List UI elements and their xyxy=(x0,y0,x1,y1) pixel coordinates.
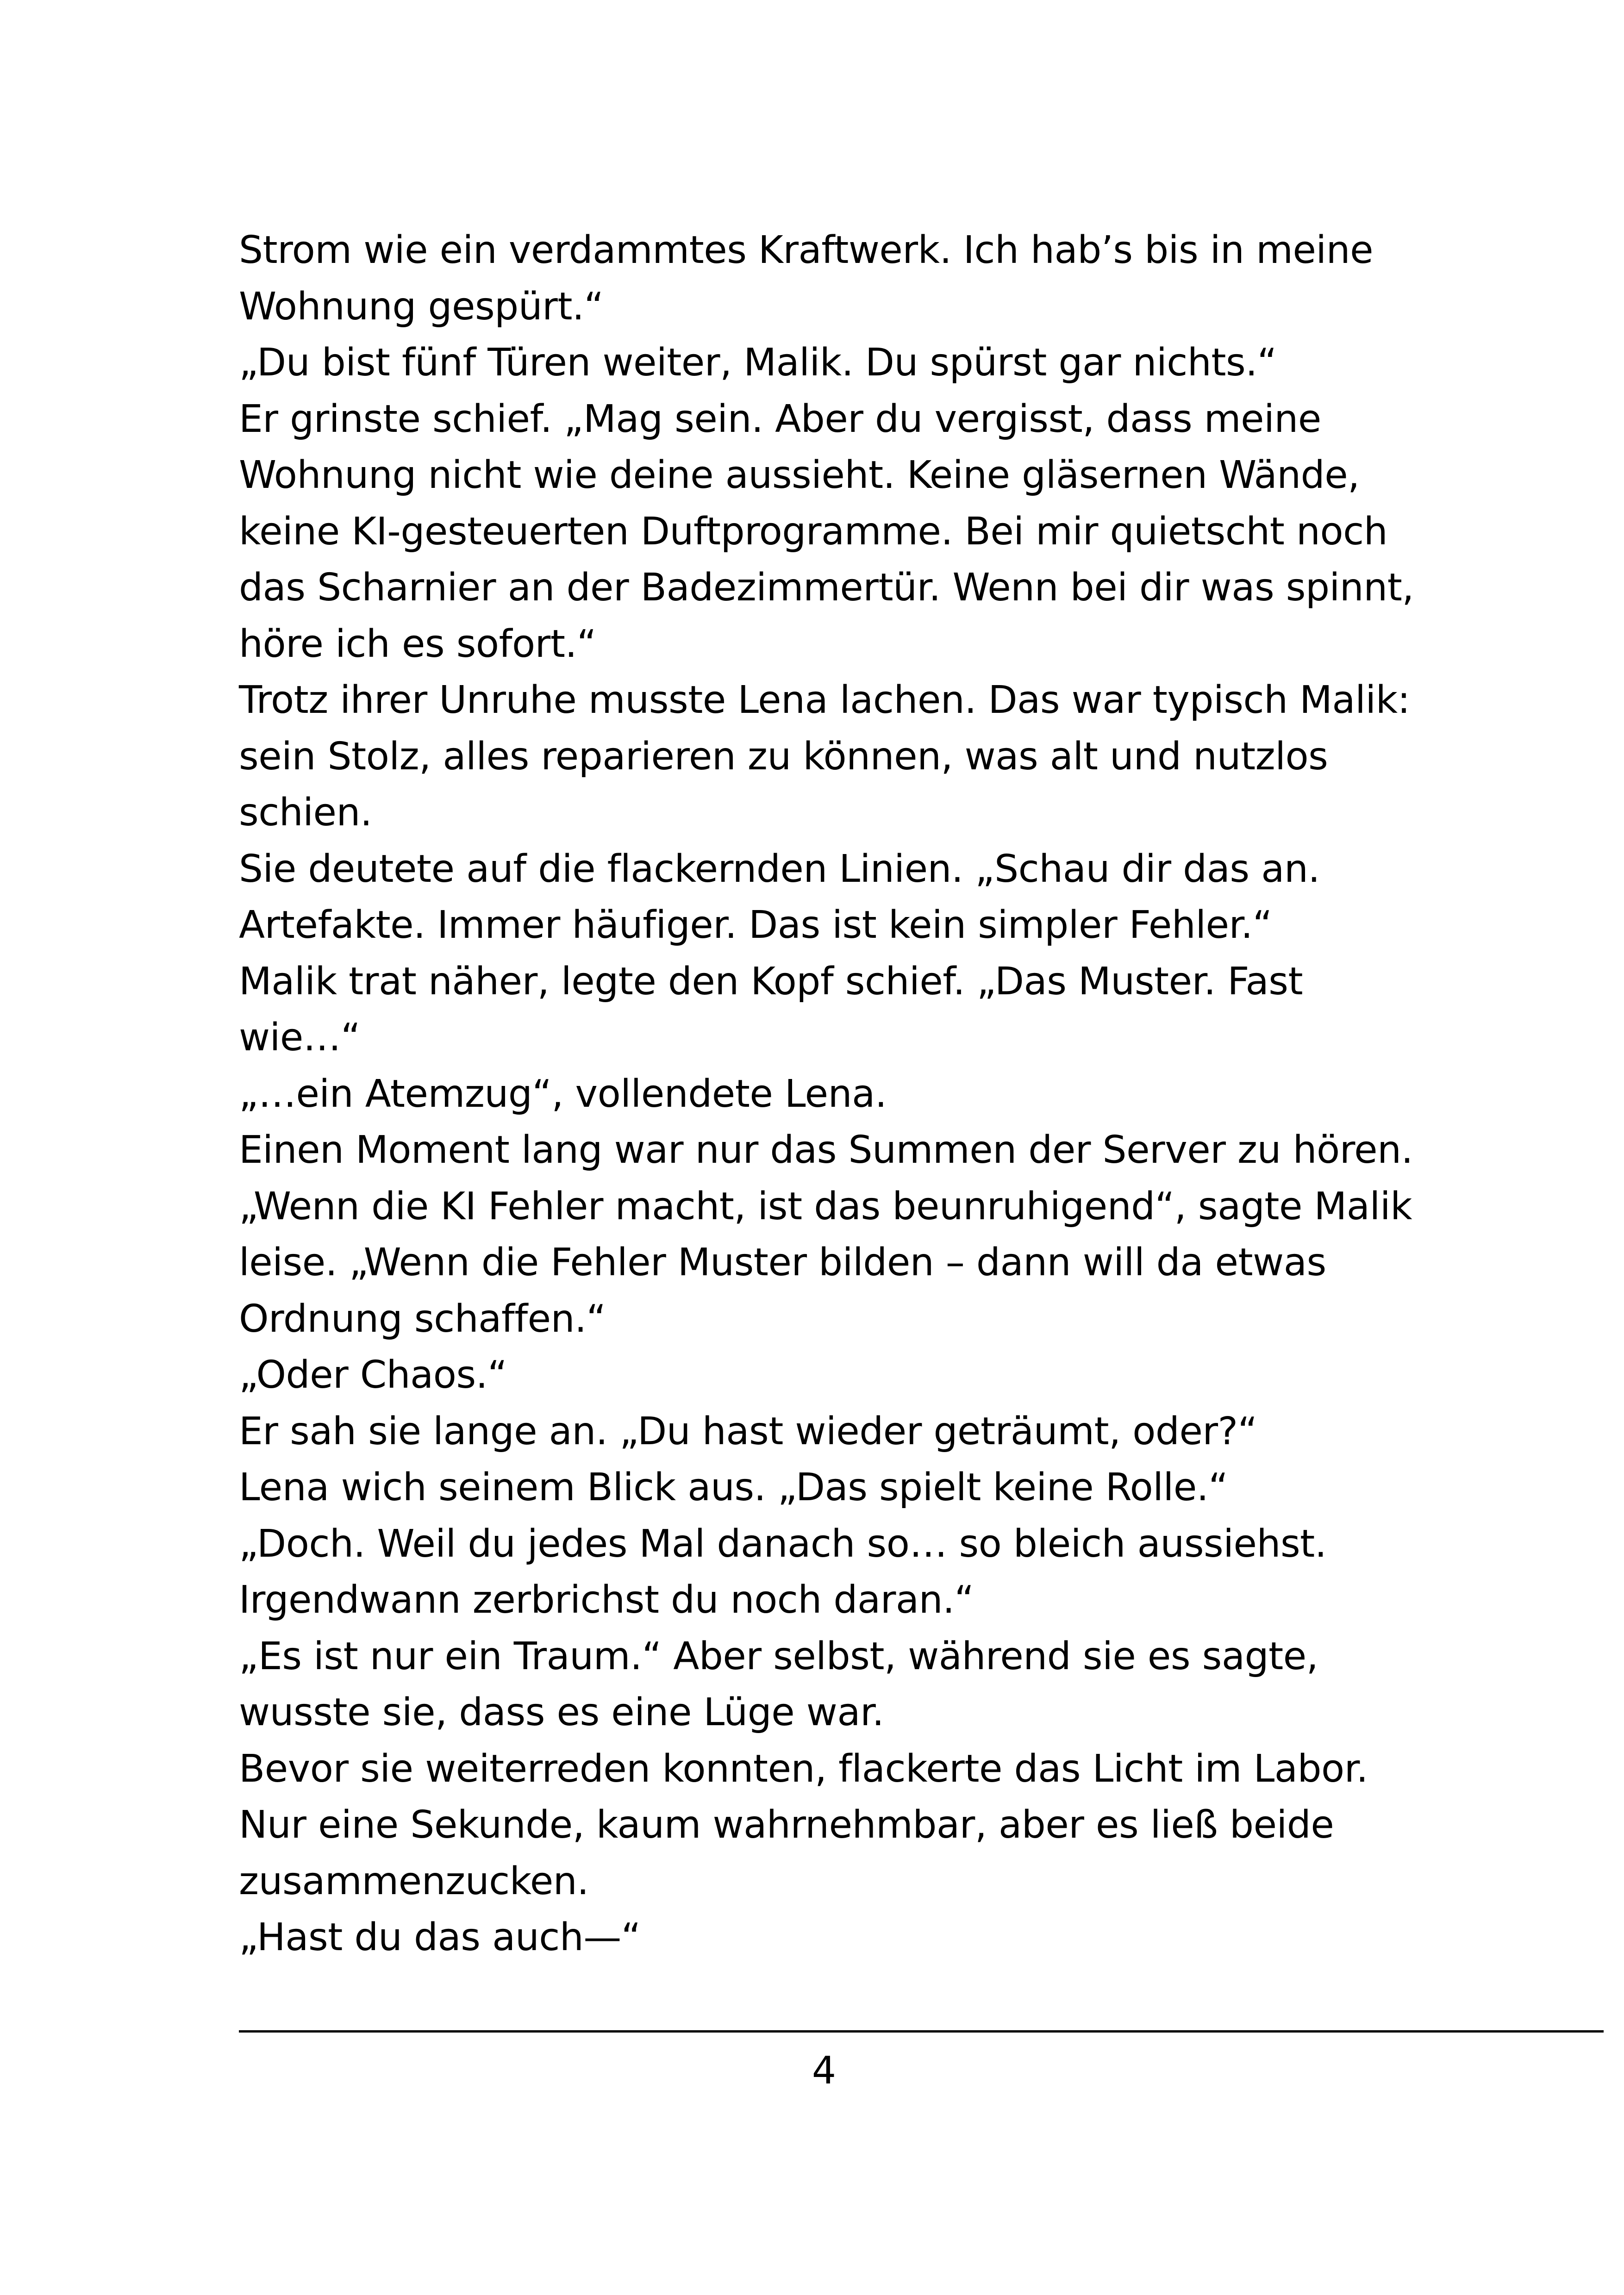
text-line: Trotz ihrer Unruhe musste Lena lachen. Das war typisch Malik: xyxy=(239,678,1410,722)
body-text xyxy=(239,222,1489,1966)
footer-divider xyxy=(239,2030,1604,2033)
text-line: Lena wich seinem Blick aus. „Das spielt keine Rolle.“ xyxy=(239,1466,1228,1509)
text-line: Ordnung schaffen.“ xyxy=(239,1297,606,1341)
text-line: Malik trat näher, legte den Kopf schief. „Das Muster. Fast xyxy=(239,959,1303,1004)
text-line: Sie deutete auf die flackernden Linien. „Schau dir das an. xyxy=(239,847,1320,891)
text-line: „Doch. Weil du jedes Mal danach so… so bleich aussiehst. xyxy=(239,1522,1327,1566)
text-line: Artefakte. Immer häufiger. Das ist kein simpler Fehler.“ xyxy=(239,903,1272,947)
text-line: Wohnung nicht wie deine aussieht. Keine gläsernen Wände, xyxy=(239,453,1360,497)
text-line: Irgendwann zerbrichst du noch daran.“ xyxy=(239,1578,974,1622)
text-line: „Hast du das auch—“ xyxy=(239,1915,641,1959)
text-line: Er grinste schief. „Mag sein. Aber du vergisst, dass meine xyxy=(239,397,1321,441)
text-line: keine KI-gesteuerten Duftprogramme. Bei mir quietscht noch xyxy=(239,509,1388,554)
text-line: Wohnung gespürt.“ xyxy=(239,284,604,329)
text-line: Nur eine Sekunde, kaum wahrnehmbar, aber es ließ beide xyxy=(239,1803,1334,1847)
text-line: zusammenzucken. xyxy=(239,1859,589,1903)
text-line: „Es ist nur ein Traum.“ Aber selbst, während sie es sagte, xyxy=(239,1634,1318,1678)
page-number: 4 xyxy=(812,2049,837,2093)
text-line: wie…“ xyxy=(239,1016,361,1060)
text-line: „Du bist fünf Türen weiter, Malik. Du spürst gar nichts.“ xyxy=(239,341,1277,385)
text-line: das Scharnier an der Badezimmertür. Wenn bei dir was spinnt, xyxy=(239,566,1414,610)
text-line: „Wenn die KI Fehler macht, ist das beunruhigend“, sagte Malik xyxy=(239,1184,1412,1229)
text-line: „Oder Chaos.“ xyxy=(239,1353,507,1397)
text-line: leise. „Wenn die Fehler Muster bilden – dann will da etwas xyxy=(239,1241,1326,1285)
text-line: „…ein Atemzug“, vollendete Lena. xyxy=(239,1072,887,1116)
text-line: Strom wie ein verdammtes Kraftwerk. Ich hab’s bis in meine xyxy=(239,228,1374,272)
text-line: Einen Moment lang war nur das Summen der Server zu hören. xyxy=(239,1128,1413,1172)
text-line: höre ich es sofort.“ xyxy=(239,622,597,666)
text-line: Er sah sie lange an. „Du hast wieder geträumt, oder?“ xyxy=(239,1409,1257,1453)
text-line: schien. xyxy=(239,791,372,835)
text-line: Bevor sie weiterreden konnten, flackerte das Licht im Labor. xyxy=(239,1746,1368,1791)
text-line: wusste sie, dass es eine Lüge war. xyxy=(239,1690,884,1734)
text-line: sein Stolz, alles reparieren zu können, was alt und nutzlos xyxy=(239,734,1328,779)
